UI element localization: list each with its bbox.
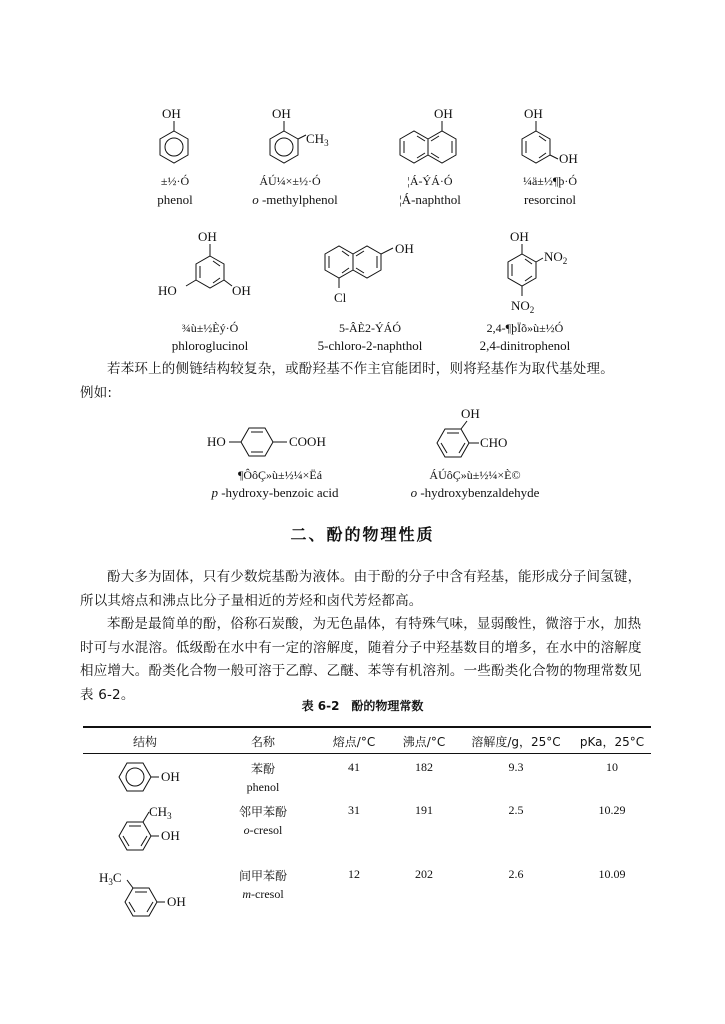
table-header-mp: 熔点/°C [332, 735, 376, 749]
table-row-3-prefix: m [242, 887, 251, 901]
table-header-rule [83, 753, 651, 754]
resorcinol-oh-top-label: OH [524, 106, 543, 121]
svg-text:CH3 [306, 131, 329, 148]
o-methylphenol-structure [260, 105, 340, 170]
resorcinol-oh-side-label: OH [559, 151, 578, 166]
table-row-1-pka: 10 [606, 760, 618, 774]
table-header-solubility: 溶解度/g，25°C [471, 735, 561, 749]
table-row-2-name: -cresol [249, 823, 283, 837]
phloroglucinol-structure [150, 228, 260, 308]
table-row-3-name-cn: 间甲苯酚 [238, 869, 287, 883]
body-paragraph-1: 酚大多为固体，只有少数烷基酚为液体。由于酚的分子中含有羟基，能形成分子间氢键，所以其熔点和沸点比分子量相近的芳烃和卤代芳烃都高。 [80, 569, 642, 609]
phloroglucinol-garbled-name: ¾ù±½Èý·Ó [181, 321, 239, 335]
phba-ho-label: HO [207, 434, 226, 449]
table-caption: 表 6-2 酚的物理常数 [301, 699, 424, 713]
dinitrophenol-no2-b-index: 2 [529, 305, 535, 315]
table-row-3-mp: 12 [348, 867, 360, 881]
phloroglucinol-oh-top: OH [198, 229, 217, 244]
table-row-2-mp: 31 [348, 803, 360, 817]
p-hydroxybenzoic-acid-english-name [185, 485, 365, 501]
section-title: 二、酚的物理性质 [290, 525, 435, 544]
table-row-2-pka: 10.29 [598, 803, 626, 817]
table-top-rule [83, 726, 651, 728]
table-row-3-solubility: 2.6 [508, 867, 524, 881]
chloronaphthol-oh-label: OH [395, 241, 414, 256]
alpha-naphthol-english-name: ¦Á-naphthol [399, 192, 461, 207]
phenol-oh-label: OH [162, 106, 181, 121]
table-row-3-name-en [228, 887, 298, 902]
table-row-1-name-en: phenol [246, 780, 280, 794]
table-row-3-pka: 10.09 [598, 867, 626, 881]
table-row-3-c: C [112, 870, 122, 885]
o-hydroxybenzaldehyde-structure [425, 405, 545, 467]
svg-text:NO2 [544, 249, 567, 266]
table-header-pka: pKa，25°C [579, 735, 645, 749]
table-row-3-bp: 202 [415, 867, 433, 881]
dinitrophenol-english-name: 2,4-dinitrophenol [479, 338, 571, 353]
svg-text:NO2 [511, 298, 534, 315]
table-row-3-h-index: 3 [108, 877, 113, 887]
table-row-2-name-en [228, 823, 298, 838]
resorcinol-structure [512, 105, 592, 170]
o-methylphenol-oh-label: OH [272, 106, 291, 121]
table-row-2-bp: 191 [415, 803, 433, 817]
phloroglucinol-ho-left: HO [158, 283, 177, 298]
p-hydroxybenzoic-acid-garbled-name: ¶ÔôÇ»ù±½¼×Ëá [237, 468, 323, 482]
table-row-2-name-cn: 邻甲苯酚 [238, 805, 287, 819]
intro-paragraph [80, 358, 652, 405]
o-methylphenol-prefix: o [252, 192, 259, 207]
chloronaphthol-english-name: 5-chloro-2-naphthol [317, 338, 423, 353]
table-row-1-oh: OH [161, 769, 180, 784]
phba-prefix: p [211, 485, 218, 500]
table-row-3-name: -cresol [251, 887, 284, 901]
p-hydroxybenzoic-acid-structure [205, 420, 345, 464]
table-row-2-structure [105, 800, 195, 860]
table-row-1-name-cn: 苯酚 [250, 762, 275, 776]
o-methylphenol-garbled-name: ÁÚ¼×±½·Ó [259, 174, 321, 188]
chloronaphthol-garbled-name: 5-ÂÈ2-ÝÁÓ [339, 321, 401, 335]
chloronaphthol-structure [315, 240, 425, 320]
table-row-2-solubility: 2.5 [508, 803, 524, 817]
table-header-name: 名称 [250, 735, 275, 749]
ohba-prefix: o [410, 485, 418, 500]
o-methylphenol-name: -methylphenol [261, 192, 338, 207]
table-row-1-bp: 182 [415, 760, 433, 774]
table-row-1-structure [105, 759, 195, 799]
o-methylphenol-ch-index: 3 [324, 138, 329, 148]
phenol-garbled-name: ±½·Ó [160, 174, 190, 188]
alpha-naphthol-structure [390, 105, 470, 170]
resorcinol-english-name: resorcinol [524, 192, 576, 207]
dinitrophenol-no2-a: NO [544, 249, 563, 264]
phba-cooh-label: COOH [289, 434, 326, 449]
table-header-structure: 结构 [132, 735, 157, 749]
table-row-2-prefix: o [243, 823, 250, 837]
phenol-english-name: phenol [157, 192, 193, 207]
intro-line-2: 例如: [80, 384, 113, 401]
o-hydroxybenzaldehyde-garbled-name: ÁÚôÇ»ù±½¼×È© [429, 468, 521, 482]
table-row-2-ch: CH [149, 804, 168, 819]
svg-text:H3C [99, 870, 122, 887]
dinitrophenol-garbled-name: 2,4-¶þÏõ»ù±½Ó [486, 321, 564, 335]
table-row-1-mp: 41 [348, 760, 360, 774]
dinitrophenol-no2-a-index: 2 [562, 256, 568, 266]
table-row-1-solubility: 9.3 [508, 760, 524, 774]
intro-line-1: 若苯环上的侧链结构较复杂，或酚羟基不作主官能团时，则将羟基作为取代基处理。 [107, 361, 614, 377]
phloroglucinol-english-name: phloroglucinol [171, 338, 249, 353]
ohba-cho-label: CHO [480, 435, 508, 450]
alpha-naphthol-garbled-name: ¦Á-ÝÁ·Ó [407, 174, 453, 188]
table-row-2-ch-index: 3 [167, 811, 172, 821]
o-hydroxybenzaldehyde-english-name [385, 485, 565, 501]
body-paragraph-2: 苯酚是最简单的酚，俗称石炭酸，为无色晶体，有特殊气味，显弱酸性，微溶于水，加热时可与水混溶。低级酚在水中有一定的溶解度，随着分子中羟基数目的增多，在水中的溶解度相应增大。酚类化合物一般可溶于乙醇、乙醚、苯等有机溶剂。一些酚类化合物的物理常数见表 6-2。 [80, 616, 642, 703]
table-row-3-h: H [99, 870, 109, 885]
resorcinol-garbled-name: ¼ä±½¶þ·Ó [522, 174, 577, 188]
table-row-2-oh: OH [161, 828, 180, 843]
body-paragraphs [80, 566, 652, 707]
phenol-structure [150, 105, 210, 170]
dinitrophenol-no2-b: NO [511, 298, 530, 313]
phloroglucinol-oh-right: OH [232, 283, 251, 298]
alpha-naphthol-oh-label: OH [434, 106, 453, 121]
o-methylphenol-english-name [240, 192, 350, 208]
ohba-oh-label: OH [461, 406, 480, 421]
chloronaphthol-cl-label: Cl [334, 290, 347, 305]
table-row-3-oh: OH [167, 894, 186, 909]
phba-name: -hydroxy-benzoic acid [221, 485, 339, 500]
dinitrophenol-oh-label: OH [510, 229, 529, 244]
dinitrophenol-structure [495, 228, 605, 323]
table-row-3-structure [95, 864, 205, 924]
table-header-bp: 沸点/°C [402, 735, 446, 749]
ohba-name: -hydroxybenzaldehyde [420, 485, 540, 500]
o-methylphenol-ch-label: CH [306, 131, 325, 146]
svg-text:CH3 [149, 804, 172, 821]
